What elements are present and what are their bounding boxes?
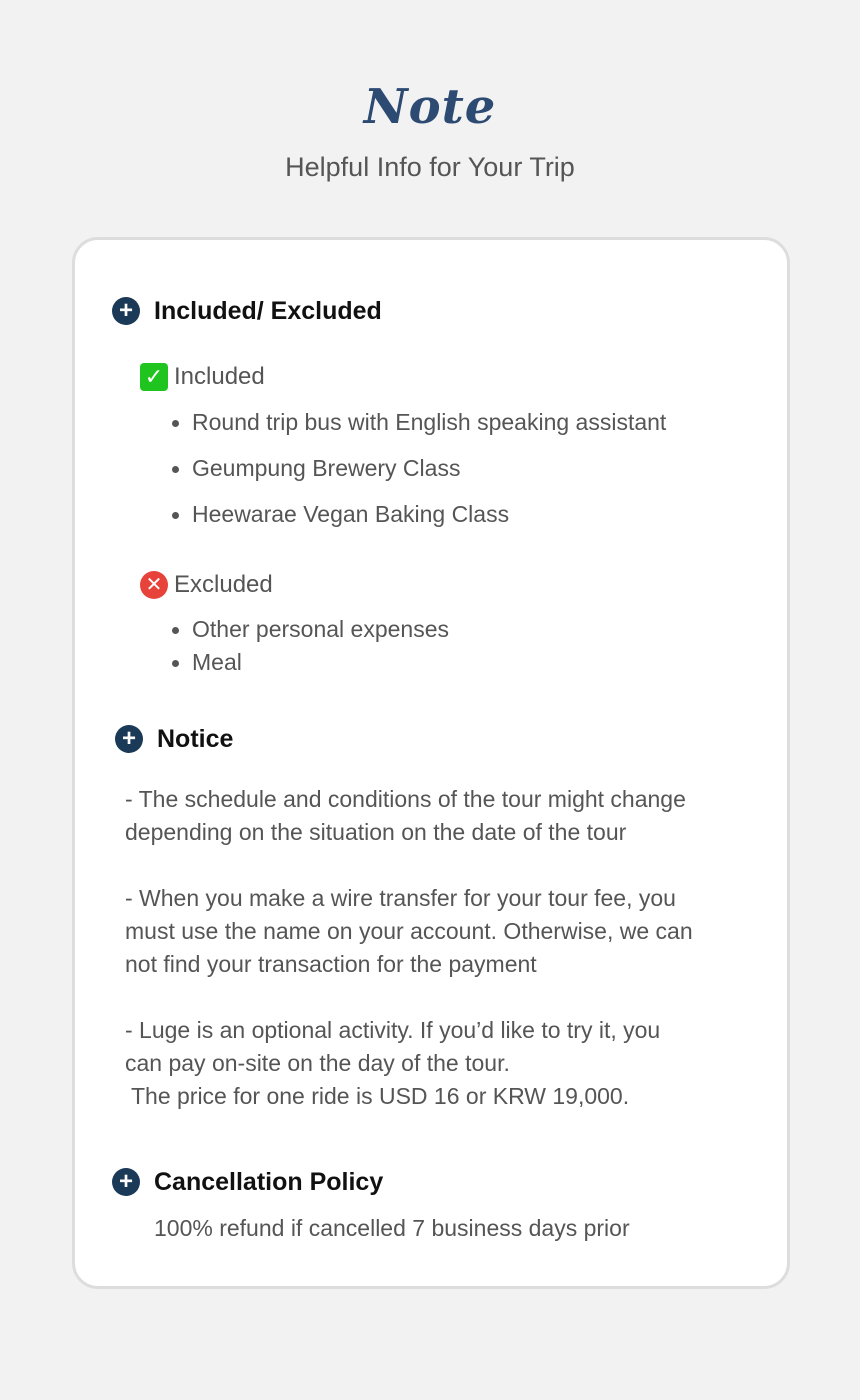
plus-circle-icon: + (112, 1168, 140, 1196)
included-subheader (140, 362, 265, 392)
plus-circle-icon: + (115, 725, 143, 753)
excluded-item: Other personal expenses (170, 613, 449, 646)
notice-header (115, 722, 233, 756)
section-title-included-excluded: Included/ Excluded (154, 296, 382, 325)
cancellation-policy-text: 100% refund if cancelled 7 business days prior (154, 1215, 630, 1241)
included-label: Included (174, 363, 265, 390)
page-header (0, 76, 860, 184)
page-title: Note (363, 79, 497, 135)
included-excluded-header (112, 294, 382, 328)
excluded-label: Excluded (174, 571, 273, 598)
page-subtitle: Helpful Info for Your Trip (285, 152, 575, 182)
included-list (170, 406, 666, 531)
x-circle-icon: ✕ (140, 571, 168, 599)
plus-circle-icon: + (112, 297, 140, 325)
checkbox-check-icon: ✓ (140, 363, 168, 391)
section-title-cancellation: Cancellation Policy (154, 1167, 384, 1196)
info-card (72, 237, 790, 1289)
included-item: Round trip bus with English speaking assistant (170, 406, 666, 439)
cancellation-header (112, 1165, 383, 1199)
included-item: Geumpung Brewery Class (170, 452, 666, 485)
excluded-subheader (140, 570, 273, 600)
notice-paragraph: - The schedule and conditions of the tour might change depending on the situation on the date of the tour (125, 786, 686, 845)
excluded-item: Meal (170, 646, 449, 679)
notice-paragraph: - Luge is an optional activity. If you’d like to try it, you can pay on-site on the day of the tour. The price for one ride is USD 16 or KRW 19,000. (125, 1017, 661, 1109)
section-title-notice: Notice (157, 724, 234, 753)
notice-paragraph: - When you make a wire transfer for your tour fee, you must use the name on your account. Otherwise, we can not find your transaction for the payment (125, 885, 693, 977)
included-item: Heewarae Vegan Baking Class (170, 498, 666, 531)
excluded-list (170, 613, 449, 679)
